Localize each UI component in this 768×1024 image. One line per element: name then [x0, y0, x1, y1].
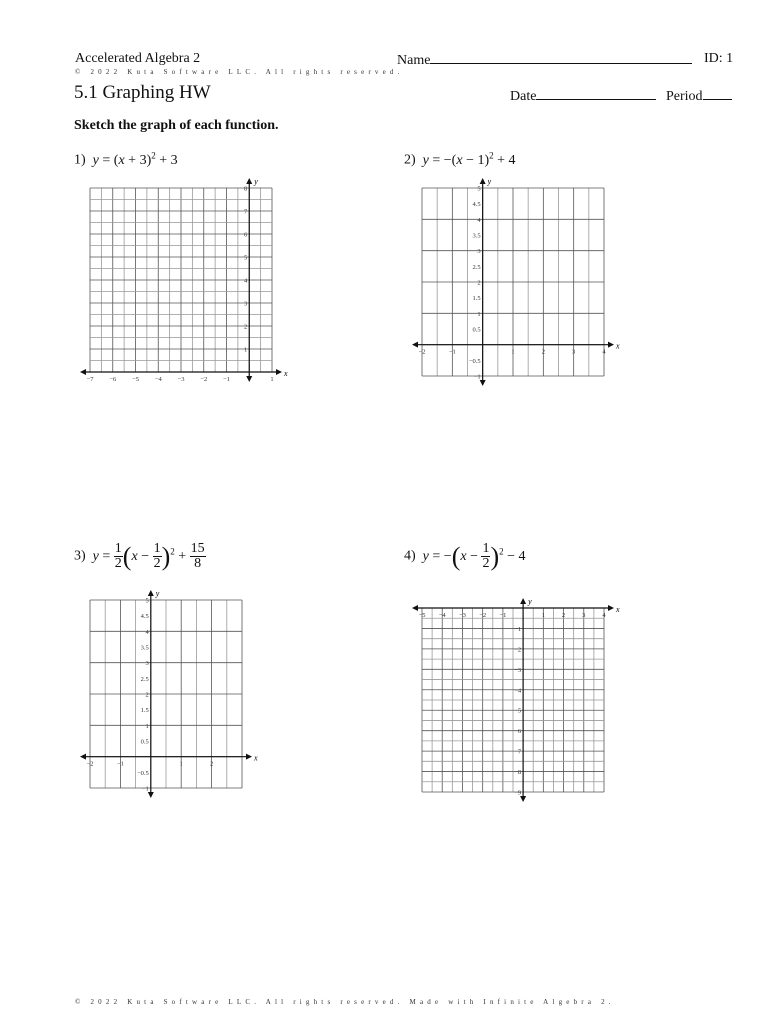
- y-tick-label: 2: [477, 279, 481, 287]
- problem-equation: $y = -(x - 1)^2 + 4$: [422, 150, 516, 168]
- y-tick-label: 2: [145, 691, 149, 699]
- x-tick-label: −2: [479, 612, 487, 619]
- x-tick-label: −2: [418, 348, 426, 356]
- problem-number: 3): [74, 548, 86, 564]
- coordinate-grid-2[interactable]: [408, 176, 620, 391]
- x-axis-arrow-left: [80, 369, 86, 375]
- graph-1[interactable]: [78, 176, 288, 396]
- y-tick-label: 2.5: [140, 675, 149, 683]
- y-axis-name: y: [487, 177, 492, 186]
- x-tick-label: 2: [541, 348, 545, 356]
- x-axis-arrow-left: [80, 754, 86, 760]
- y-tick-label: 3.5: [472, 232, 481, 240]
- x-tick-label: 3: [572, 348, 576, 356]
- x-tick-label: 2: [561, 612, 566, 619]
- y-tick-label: 1: [145, 722, 149, 730]
- footer-copyright: © 2022 Kuta Software LLC. All rights reserved. Made with Infinite Algebra 2.: [75, 998, 615, 1006]
- y-tick-label: −0.5: [468, 357, 481, 365]
- problem-number: 1): [74, 152, 86, 168]
- x-tick-label: −2: [200, 376, 208, 383]
- y-tick-label: −6: [514, 728, 522, 736]
- coordinate-grid-4[interactable]: [408, 588, 620, 808]
- period-blank[interactable]: [703, 87, 732, 100]
- y-tick-label: −3: [514, 666, 522, 674]
- coordinate-grid-3[interactable]: [78, 588, 260, 803]
- x-tick-label: 2: [209, 760, 214, 768]
- x-axis-arrow-right: [246, 754, 252, 760]
- x-tick-label: −4: [154, 376, 162, 383]
- y-tick-label: 5: [477, 185, 481, 193]
- y-axis-arrow-down: [246, 376, 252, 382]
- copyright-notice: © 2022 Kuta Software LLC. All rights reserved.: [75, 68, 404, 76]
- y-tick-label: −4: [514, 687, 522, 695]
- problem-number: 4): [404, 548, 416, 564]
- y-tick-label: 8: [244, 185, 248, 193]
- x-tick-label: 1: [511, 348, 515, 356]
- name-field[interactable]: [397, 51, 692, 69]
- date-blank[interactable]: [536, 87, 656, 100]
- x-tick-label: 3: [582, 612, 586, 619]
- y-tick-label: 1: [477, 310, 481, 318]
- y-tick-label: 3: [244, 300, 248, 308]
- y-tick-label: −1: [514, 625, 522, 633]
- y-tick-label: 6: [244, 231, 248, 239]
- x-tick-label: −7: [86, 376, 94, 383]
- period-field[interactable]: [666, 87, 732, 105]
- date-field[interactable]: [510, 87, 656, 105]
- x-axis-name: x: [284, 369, 288, 378]
- y-tick-label: 0.5: [472, 326, 481, 334]
- x-tick-label: −3: [458, 612, 466, 619]
- y-tick-label: 7: [244, 208, 248, 216]
- y-tick-label: 1.5: [472, 295, 481, 303]
- y-tick-label: 1: [244, 346, 248, 354]
- y-tick-label: −1: [473, 373, 481, 381]
- y-tick-label: 4.5: [472, 201, 481, 209]
- y-tick-label: 4: [477, 216, 481, 224]
- problem-1: [74, 150, 178, 169]
- problem-2: [404, 150, 516, 169]
- y-tick-label: 3.5: [140, 644, 149, 652]
- coordinate-grid-1[interactable]: [78, 176, 288, 391]
- x-axis-name: x: [616, 341, 620, 351]
- y-axis-name: y: [254, 177, 258, 186]
- graph-3[interactable]: [78, 588, 260, 808]
- y-tick-label: −7: [514, 748, 522, 756]
- course-name: Accelerated Algebra 2: [75, 51, 201, 66]
- y-tick-label: 5: [145, 597, 149, 605]
- x-tick-label: −5: [132, 376, 139, 383]
- x-axis-arrow-left: [412, 342, 418, 348]
- y-axis-name: y: [155, 589, 160, 598]
- name-blank[interactable]: [430, 51, 692, 64]
- x-tick-label: −1: [499, 612, 507, 619]
- x-axis-arrow-right: [276, 369, 282, 375]
- problem-4: [404, 542, 526, 571]
- x-tick-label: −1: [116, 760, 124, 768]
- y-axis-arrow-up: [480, 178, 486, 184]
- instructions: Sketch the graph of each function.: [74, 118, 279, 133]
- y-tick-label: 2.5: [472, 263, 481, 271]
- x-tick-label: −5: [418, 612, 426, 619]
- graph-4[interactable]: [408, 588, 620, 813]
- y-axis-arrow-down: [480, 380, 486, 386]
- y-tick-label: 2: [244, 323, 248, 331]
- y-tick-label: 4.5: [140, 613, 149, 621]
- problem-equation: $y = (x + 3)^2 + 3$: [92, 150, 178, 168]
- x-tick-label: −6: [109, 376, 117, 383]
- y-tick-label: −1: [141, 785, 149, 793]
- y-tick-label: 3: [477, 248, 481, 256]
- y-tick-label: −5: [514, 707, 522, 715]
- problem-equation: y = $\frac{1}{2}$ (x − $\frac{1}{2}$ )$^2$ + $\frac{15}{8}$: [92, 541, 205, 571]
- x-tick-label: 4: [602, 612, 606, 619]
- problem-equation: y = −(x − $\frac{1}{2}$ )$^2$ − 4: [422, 541, 526, 571]
- x-tick-label: −3: [177, 376, 185, 383]
- y-tick-label: 0.5: [140, 738, 149, 746]
- x-tick-label: −4: [438, 612, 446, 619]
- x-tick-label: 4: [602, 348, 606, 356]
- y-tick-label: −0.5: [137, 769, 149, 777]
- x-axis-arrow-right: [608, 605, 614, 611]
- y-axis-arrow-up: [148, 590, 154, 596]
- y-axis-arrow-up: [246, 178, 252, 184]
- x-tick-label: −1: [448, 348, 456, 356]
- y-tick-label: 3: [145, 660, 149, 668]
- x-axis-name: x: [616, 605, 620, 614]
- graph-2[interactable]: [408, 176, 620, 396]
- y-axis-arrow-up: [520, 598, 526, 604]
- y-tick-label: 5: [244, 254, 248, 262]
- y-tick-label: 4: [244, 277, 248, 285]
- y-tick-label: −2: [514, 646, 522, 654]
- problem-3: [74, 542, 206, 571]
- y-tick-label: −9: [514, 789, 522, 797]
- y-tick-label: 4: [145, 628, 149, 636]
- date-label: Date: [510, 89, 537, 104]
- y-axis-name: y: [528, 597, 532, 606]
- id-label: ID: 1: [704, 51, 734, 66]
- period-label: Period: [666, 89, 703, 104]
- x-tick-label: 1: [270, 376, 274, 383]
- y-axis-arrow-down: [148, 792, 154, 798]
- y-tick-label: −8: [514, 769, 522, 777]
- x-axis-arrow-left: [412, 605, 418, 611]
- x-axis-arrow-right: [608, 342, 614, 348]
- name-label: Name: [397, 53, 431, 68]
- y-tick-label: 1.5: [140, 707, 149, 715]
- worksheet-title: 5.1 Graphing HW: [74, 82, 211, 103]
- x-tick-label: 1: [179, 760, 183, 768]
- x-axis-name: x: [254, 753, 258, 763]
- x-tick-label: −1: [223, 376, 230, 383]
- y-axis-arrow-down: [520, 796, 526, 802]
- x-tick-label: −2: [86, 760, 94, 768]
- x-tick-label: 1: [541, 612, 545, 619]
- problem-number: 2): [404, 152, 416, 168]
